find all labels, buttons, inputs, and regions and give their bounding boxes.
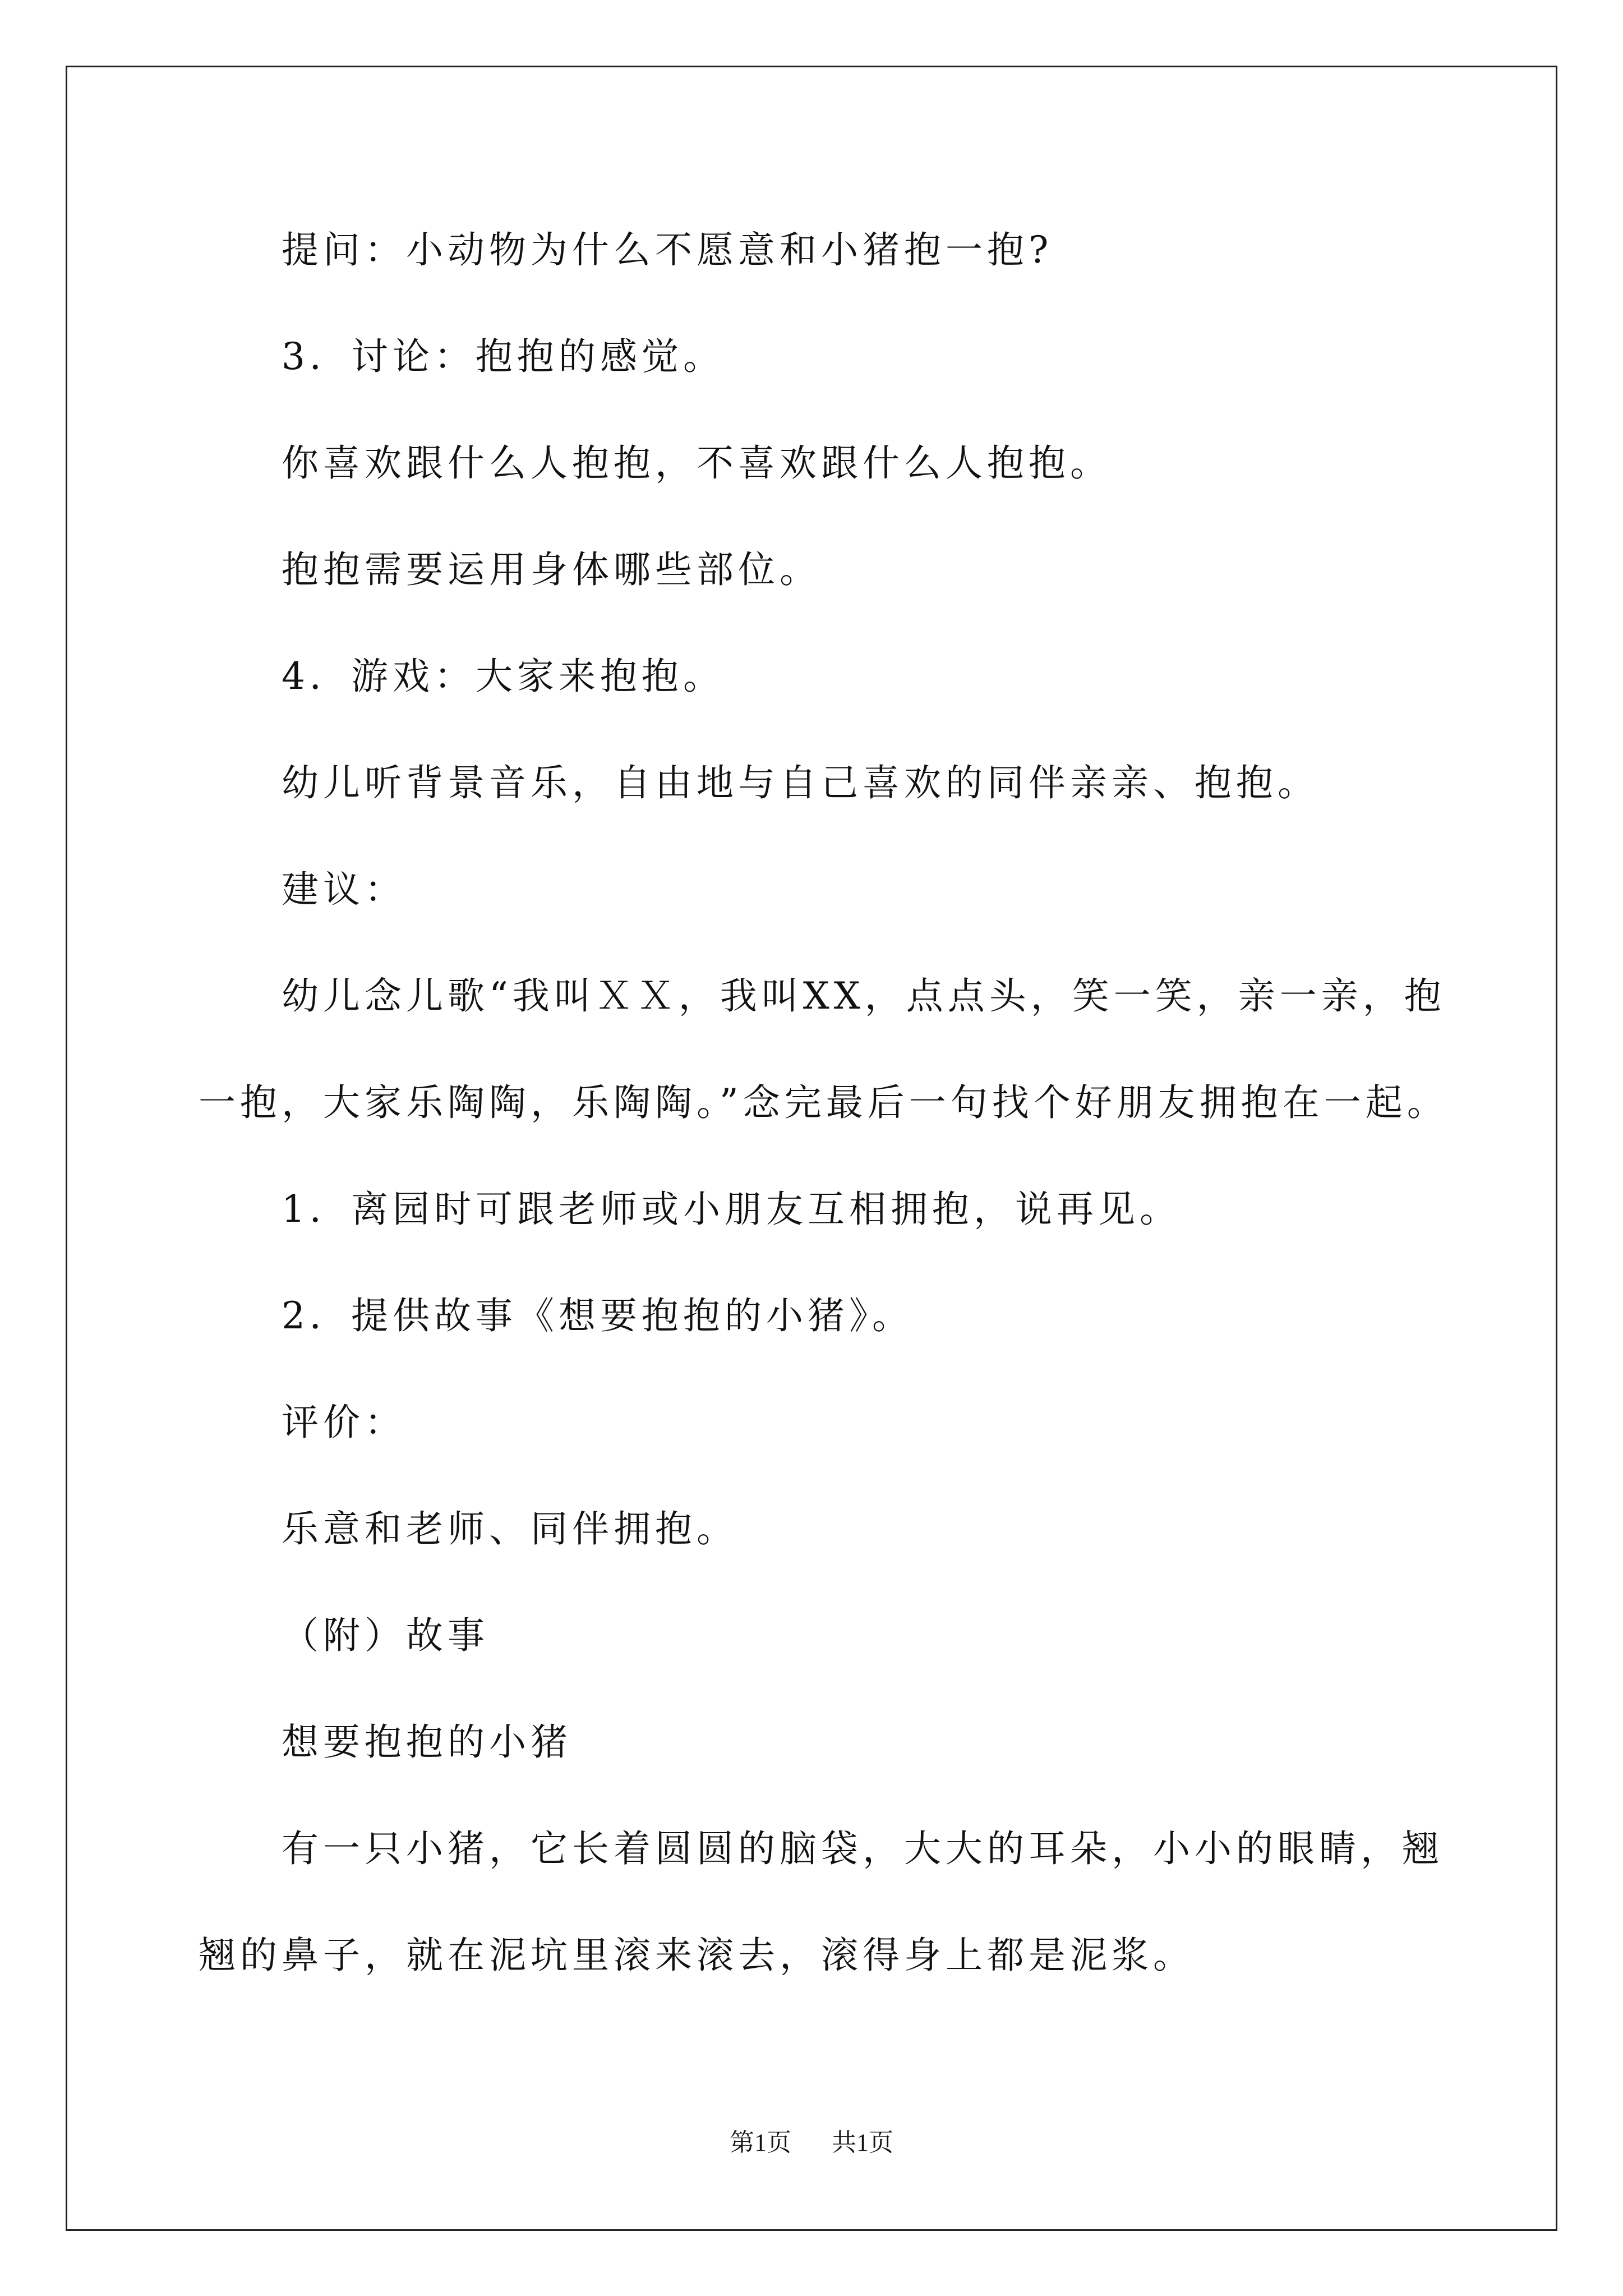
paragraph-appendix [199, 1610, 1432, 1662]
paragraph-discussion [199, 331, 1432, 383]
document-body [199, 224, 1449, 2036]
paragraph-line-continued: 一抱，大家乐陶陶，乐陶陶。”念完最后一句找个好朋友拥抱在一起。 [199, 1081, 1449, 1124]
paragraph-line: 4．游戏：大家来抱抱。 [282, 655, 725, 698]
paragraph-line: 你喜欢跟什么人抱抱，不喜欢跟什么人抱抱。 [282, 441, 1112, 485]
paragraph-rhyme [199, 970, 1449, 1129]
paragraph-line: 抱抱需要运用身体哪些部位。 [282, 548, 821, 591]
paragraph-leave-school [199, 1184, 1432, 1235]
paragraph-line: 3．讨论：抱抱的感觉。 [282, 335, 725, 378]
paragraph-line: 提问：小动物为什么不愿意和小猪抱一抱? [282, 228, 1053, 272]
page-total: 共1页 [832, 2129, 893, 2156]
paragraph-line: 乐意和老师、同伴拥抱。 [282, 1507, 738, 1550]
paragraph-line: 幼儿念儿歌“我叫ＸＸ，我叫XX，点点头，笑一笑，亲一亲，抱 [282, 974, 1446, 1018]
paragraph-body-parts [199, 544, 1432, 596]
paragraph-line: 幼儿听背景音乐，自由地与自己喜欢的同伴亲亲、抱抱。 [282, 761, 1319, 804]
paragraph-game [199, 651, 1432, 702]
page-number: 第1页 [730, 2129, 791, 2156]
paragraph-line: 想要抱抱的小猪 [282, 1720, 572, 1764]
paragraph-line: 1．离园时可跟老师或小朋友互相拥抱，说再见。 [282, 1188, 1181, 1231]
paragraph-music [199, 757, 1432, 809]
paragraph-evaluation-heading [199, 1397, 1432, 1448]
paragraph-line: 建议： [282, 868, 406, 911]
page-footer [0, 2126, 1623, 2160]
paragraph-story-text [199, 1823, 1444, 1981]
paragraph-line-continued: 翘的鼻子，就在泥坑里滚来滚去，滚得身上都是泥浆。 [199, 1934, 1195, 1977]
paragraph-story-title [199, 1717, 1432, 1768]
paragraph-line: 评价： [282, 1401, 406, 1444]
paragraph-evaluation [199, 1503, 1432, 1555]
paragraph-line: （附）故事 [282, 1614, 489, 1657]
paragraph-suggestion-heading [199, 864, 1432, 915]
paragraph-question [199, 224, 1432, 276]
paragraph-line: 2．提供故事《想要抱抱的小猪》。 [282, 1294, 914, 1337]
paragraph-story-provided [199, 1290, 1432, 1342]
paragraph-line: 有一只小猪，它长着圆圆的脑袋，大大的耳朵，小小的眼睛，翘 [282, 1827, 1444, 1870]
paragraph-like-hug [199, 438, 1432, 489]
